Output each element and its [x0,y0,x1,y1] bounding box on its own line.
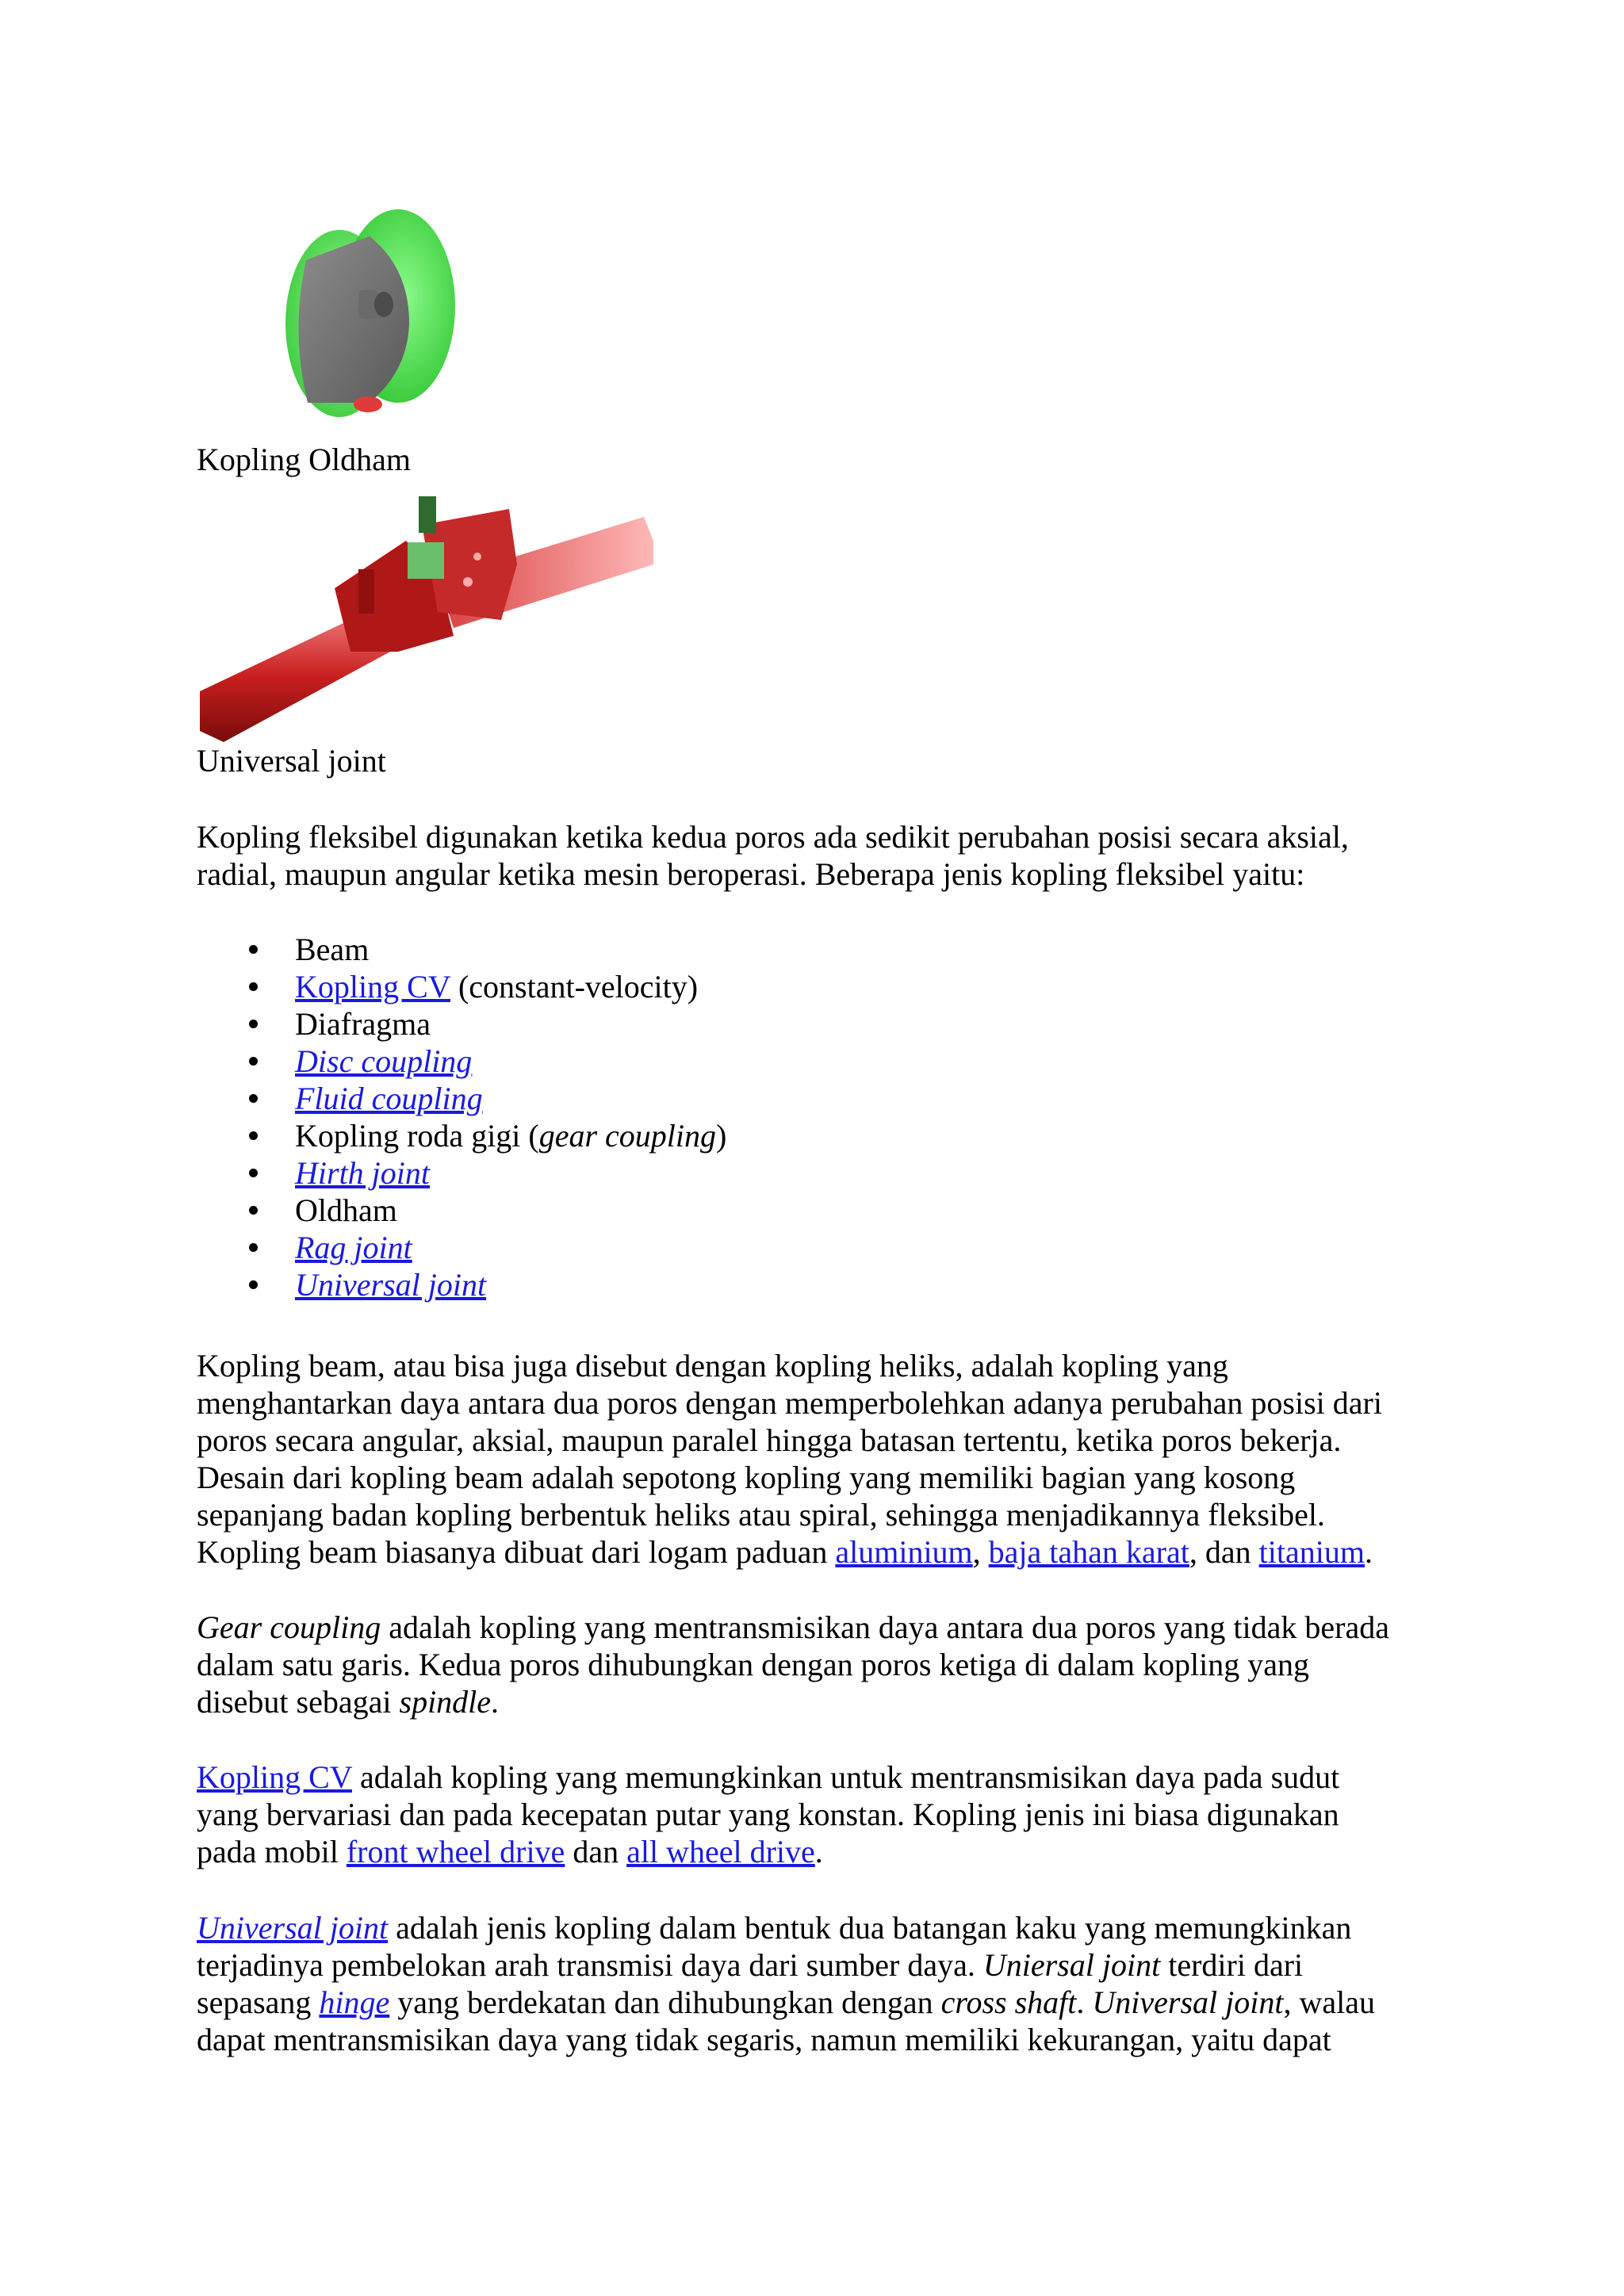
intro-line-2: radial, maupun angular ketika mesin beroperasi. Beberapa jenis kopling fleksibel yaitu: [197,856,1305,892]
list-item [197,1266,726,1303]
baja-tahan-karat-link[interactable]: baja tahan karat [988,1534,1189,1570]
kopling-cv-link[interactable]: Kopling CV [295,969,450,1004]
disc-coupling-link[interactable]: Disc coupling [295,1043,473,1079]
list-item [197,1154,726,1192]
bullet-icon [249,982,258,991]
list-item: Kopling roda gigi (gear coupling) [197,1117,726,1154]
bullet-icon [249,1057,258,1066]
universal-joint-link[interactable]: Universal joint [295,1267,487,1303]
list-item [197,1043,726,1080]
universal-joint-paragraph: Universal joint adalah jenis kopling dalam bentuk dua batangan kaku yang memungkinkan terjadinya pembelokan arah transmisi daya dari sumber daya. Uniersal joint terdiri dari sepasang hinge yang berdekatan dan dihubungkan dengan cross shaft. Universal joint, walau dapat mentransmisikan daya yang tidak segaris, namun memiliki kekurangan, yaitu dapat [197,1910,1375,2057]
list-item: Beam [197,931,726,968]
list-item: Kopling CV (constant-velocity) [197,968,726,1005]
bullet-icon [249,1280,258,1289]
hirth-joint-link[interactable]: Hirth joint [295,1155,431,1191]
bullet-icon [249,1243,258,1252]
aluminium-link[interactable]: aluminium [835,1534,973,1570]
hinge-link[interactable]: hinge [319,1984,390,2020]
bullet-icon [249,945,258,954]
universal-joint-icon [200,493,653,742]
cv-paragraph: Kopling CV adalah kopling yang memungkinkan untuk mentransmisikan daya pada sudut yang bervariasi dan pada kecepatan putar yang konstan. Kopling jenis ini biasa digunakan pada mobil front wheel drive dan all wheel drive. [197,1759,1340,1869]
universal-joint-link-2[interactable]: Universal joint [197,1910,389,1946]
rag-joint-link[interactable]: Rag joint [295,1230,412,1265]
coupling-type-list [197,931,726,1303]
bullet-icon [249,1206,258,1215]
universal-joint-caption: Universal joint [197,743,386,779]
bullet-icon [249,1169,258,1177]
kopling-cv-link-2[interactable]: Kopling CV [197,1759,352,1795]
all-wheel-drive-link[interactable]: all wheel drive [626,1834,815,1869]
intro-paragraph [197,818,1434,893]
list-item: Diafragma [197,1005,726,1043]
list-item [197,1080,726,1117]
universal-joint-figure [200,493,653,742]
front-wheel-drive-link[interactable]: front wheel drive [346,1834,565,1869]
oldham-caption: Kopling Oldham [197,442,411,477]
intro-line-1: Kopling fleksibel digunakan ketika kedua poros ada sedikit perubahan posisi secara aksial, [197,819,1349,855]
document-page [197,0,1434,2296]
list-item [197,1229,726,1266]
bullet-icon [249,1094,258,1103]
beam-paragraph: Kopling beam, atau bisa juga disebut dengan kopling heliks, adalah kopling yang menghantarkan daya antara dua poros dengan memperbolehkan adanya perubahan posisi dari poros secara angular, aksial, maupun paralel hingga batasan tertentu, ketika poros bekerja. Desain dari kopling beam adalah sepotong kopling yang memiliki bagian yang kosong sepanjang badan kopling berbentuk heliks atau spiral, sehingga menjadikannya fleksibel. Kopling beam biasanya dibuat dari logam paduan aluminium, baja tahan karat, dan titanium. [197,1348,1382,1570]
titanium-link[interactable]: titanium [1258,1534,1365,1570]
oldham-coupling-icon [251,205,473,420]
gear-coupling-paragraph: Gear coupling adalah kopling yang mentransmisikan daya antara dua poros yang tidak berada dalam satu garis. Kedua poros dihubungkan dengan poros ketiga di dalam kopling yang disebut sebagai spindle. [197,1609,1389,1720]
bullet-icon [249,1131,258,1140]
fluid-coupling-link[interactable]: Fluid coupling [295,1081,483,1116]
oldham-coupling-figure [251,205,473,420]
bullet-icon [249,1020,258,1028]
list-item: Oldham [197,1192,726,1229]
